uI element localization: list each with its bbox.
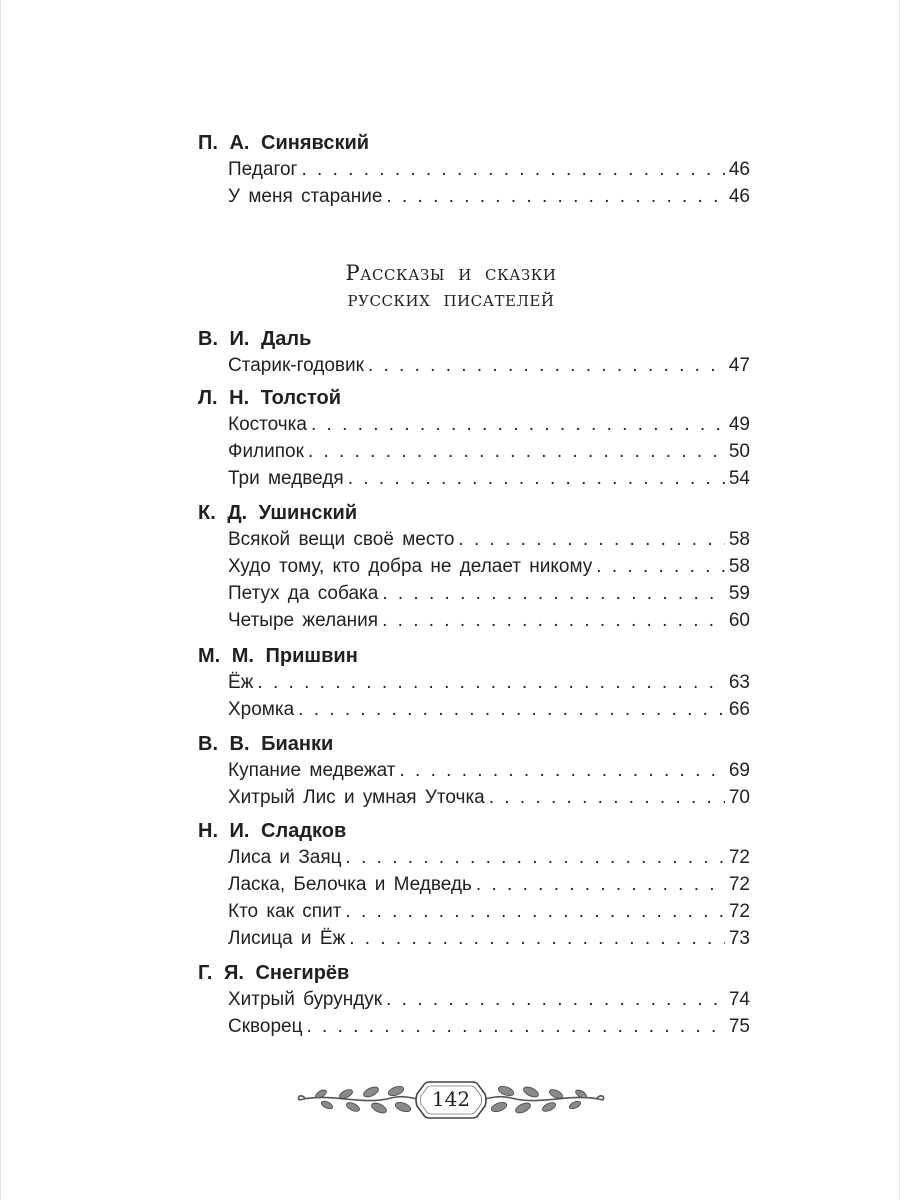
author-heading: Л. Н. Толстой — [198, 387, 341, 409]
entry-title: Лиса и Заяц — [228, 847, 342, 868]
entry-page: 63 — [728, 672, 750, 693]
toc-entry — [228, 926, 750, 952]
entry-title: Скворец — [228, 1016, 303, 1037]
entry-title: Кто как спит — [228, 901, 342, 922]
entry-page: 73 — [728, 928, 750, 949]
toc-entry — [228, 758, 750, 784]
entry-title: Четыре желания — [228, 610, 379, 631]
entry-page: 54 — [728, 468, 750, 489]
author-heading: Н. И. Сладков — [198, 820, 347, 842]
toc-entry — [228, 608, 750, 634]
toc-entry — [228, 466, 750, 492]
entry-title: Петух да собака — [228, 583, 379, 604]
entry-page: 58 — [728, 556, 750, 577]
entry-title: Ласка, Белочка и Медведь — [228, 874, 472, 895]
dot-leader — [348, 466, 725, 492]
dot-leader — [298, 697, 725, 723]
toc-entry — [228, 412, 750, 438]
entry-page: 74 — [728, 989, 750, 1010]
dot-leader — [257, 670, 724, 696]
dot-leader — [301, 157, 724, 183]
entry-page: 72 — [728, 874, 750, 895]
dot-leader — [476, 872, 725, 898]
toc-entry — [228, 899, 750, 925]
dot-leader — [596, 554, 725, 580]
entry-title: Косточка — [228, 414, 307, 435]
entry-title: Худо тому, кто добра не делает никому — [228, 556, 593, 577]
entry-title: Хитрый бурундук — [228, 989, 383, 1010]
author-heading: М. М. Пришвин — [198, 645, 358, 667]
dot-leader — [345, 899, 724, 925]
entry-page: 59 — [728, 583, 750, 604]
section-title-line-2: русских писателей — [347, 287, 555, 311]
toc-entry — [228, 554, 750, 580]
toc-entry — [228, 527, 750, 553]
entry-title: Старик-годовик — [228, 355, 364, 376]
author-heading: В. В. Бианки — [198, 733, 334, 755]
entry-title: Педагог — [228, 159, 298, 180]
dot-leader — [349, 926, 725, 952]
dot-leader — [308, 439, 725, 465]
toc-entry — [228, 697, 750, 723]
entry-page: 66 — [728, 699, 750, 720]
toc-entry — [228, 845, 750, 871]
dot-leader — [489, 785, 725, 811]
entry-title: Всякой вещи своё место — [228, 529, 455, 550]
entry-page: 46 — [728, 186, 750, 207]
toc-entry — [228, 1014, 750, 1040]
entry-title: Лисица и Ёж — [228, 928, 346, 949]
entry-title: Три медведя — [228, 468, 344, 489]
toc-entry — [228, 439, 750, 465]
dot-leader — [307, 1014, 725, 1040]
entry-page: 47 — [728, 355, 750, 376]
entry-title: Хромка — [228, 699, 295, 720]
dot-leader — [386, 987, 725, 1013]
entry-page: 75 — [728, 1016, 750, 1037]
dot-leader — [386, 184, 724, 210]
author-heading: П. А. Синявский — [198, 132, 370, 154]
dot-leader — [382, 581, 725, 607]
toc-entry — [228, 785, 750, 811]
toc-entry — [228, 353, 750, 379]
entry-page: 58 — [728, 529, 750, 550]
section-title-line-1: Рассказы и сказки — [345, 261, 557, 285]
entry-title: Купание медвежат — [228, 760, 396, 781]
page-footer-ornament — [291, 1070, 611, 1130]
entry-page: 69 — [728, 760, 750, 781]
author-heading: В. И. Даль — [198, 328, 312, 350]
page-number: 142 — [431, 1087, 471, 1111]
dot-leader — [368, 353, 725, 379]
author-heading: Г. Я. Снегирёв — [198, 962, 350, 984]
entry-page: 50 — [728, 441, 750, 462]
entry-page: 49 — [728, 414, 750, 435]
entry-page: 46 — [728, 159, 750, 180]
toc-entry — [228, 184, 750, 210]
author-heading: К. Д. Ушинский — [198, 502, 358, 524]
entry-title: У меня старание — [228, 186, 383, 207]
toc-entry — [228, 581, 750, 607]
dot-leader — [346, 845, 725, 871]
dot-leader — [458, 527, 724, 553]
dot-leader — [382, 608, 725, 634]
dot-leader — [399, 758, 724, 784]
dot-leader — [311, 412, 725, 438]
entry-title: Ёж — [228, 672, 254, 693]
entry-page: 72 — [728, 847, 750, 868]
toc-entry — [228, 157, 750, 183]
entry-title: Хитрый Лис и умная Уточка — [228, 787, 485, 808]
entry-page: 72 — [728, 901, 750, 922]
entry-page: 70 — [728, 787, 750, 808]
entry-page: 60 — [728, 610, 750, 631]
toc-entry — [228, 670, 750, 696]
toc-entry — [228, 987, 750, 1013]
toc-entry — [228, 872, 750, 898]
entry-title: Филипок — [228, 441, 304, 462]
